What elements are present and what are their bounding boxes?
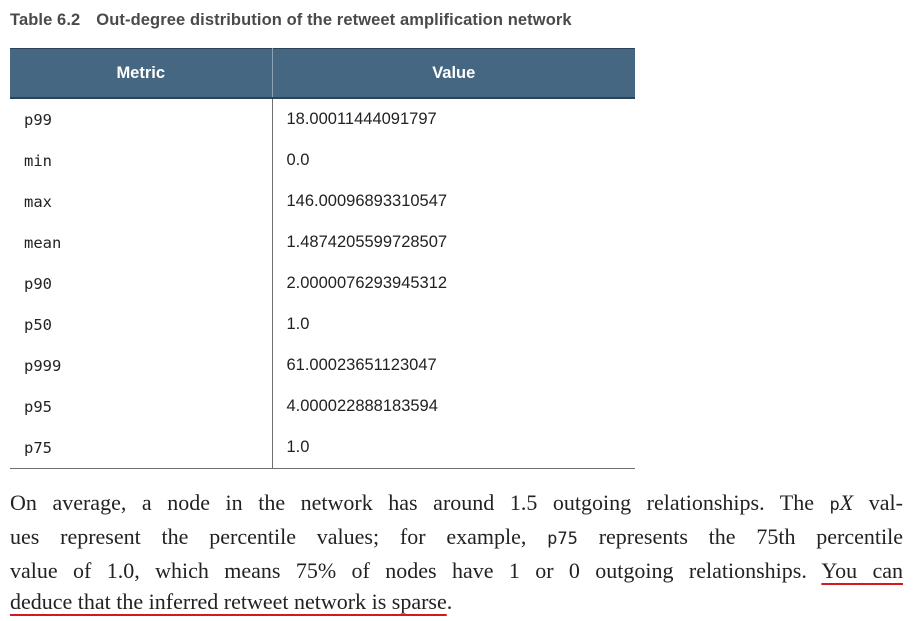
paragraph-text: value of 1.0, which means 75% of nodes have 1 or 0 outgoing relationships.: [10, 558, 822, 583]
table-row: [10, 263, 635, 304]
value-cell: 18.00011444091797: [286, 110, 437, 128]
highlighted-text: deduce that the inferred retweet network is sparse: [10, 589, 447, 614]
table-caption: [10, 11, 572, 30]
metric-cell: p99: [10, 98, 272, 140]
paragraph-line-1: [10, 487, 903, 521]
table-row: [10, 304, 635, 345]
paragraph-line-2: [10, 521, 903, 555]
paragraph-line-3: [10, 555, 903, 586]
metric-cell: p999: [10, 345, 272, 386]
value-cell: 61.00023651123047: [286, 356, 437, 374]
paragraph-line-4: [10, 586, 903, 617]
table-row: [10, 345, 635, 386]
value-cell: 1.0: [286, 315, 310, 333]
paragraph-text: ues represent the percentile values; for example,: [10, 524, 548, 549]
value-cell: 0.0: [286, 151, 310, 169]
value-cell: 4.000022888183594: [286, 397, 438, 415]
paragraph-text: represents the 75th percentile: [577, 524, 903, 549]
value-cell: 1.4874205599728507: [286, 233, 448, 251]
metric-cell: min: [10, 140, 272, 181]
highlighted-text: You can: [821, 558, 903, 583]
inline-code: p: [829, 495, 840, 515]
table-row: [10, 386, 635, 427]
table-row: [10, 222, 635, 263]
table-row: [10, 181, 635, 222]
metric-cell: p75: [10, 427, 272, 469]
inline-code: p75: [547, 529, 578, 549]
table-row: [10, 140, 635, 181]
value-cell: 2.0000076293945312: [286, 274, 448, 292]
metric-cell: p95: [10, 386, 272, 427]
metric-cell: max: [10, 181, 272, 222]
table-row: [10, 98, 635, 140]
table-row: [10, 427, 635, 469]
table-number: Table 6.2: [10, 11, 81, 29]
header-metric: Metric: [10, 49, 272, 99]
paragraph-text: On average, a node in the network has around 1.5 outgoing relationships. The: [10, 490, 830, 515]
italic-variable: X: [839, 490, 854, 515]
value-cell: 146.00096893310547: [286, 192, 448, 210]
paragraph-text: .: [446, 589, 453, 614]
outdegree-table: [10, 48, 635, 469]
table-title: Out-degree distribution of the retweet amplification network: [96, 11, 572, 29]
metric-cell: p50: [10, 304, 272, 345]
table-body: [10, 98, 635, 469]
header-row: [10, 49, 635, 99]
paragraph-text: val-: [853, 490, 903, 515]
header-value: Value: [272, 49, 635, 99]
body-paragraph: [10, 487, 903, 617]
metric-cell: p90: [10, 263, 272, 304]
metric-cell: mean: [10, 222, 272, 263]
table-header: [10, 49, 635, 99]
value-cell: 1.0: [272, 427, 635, 469]
